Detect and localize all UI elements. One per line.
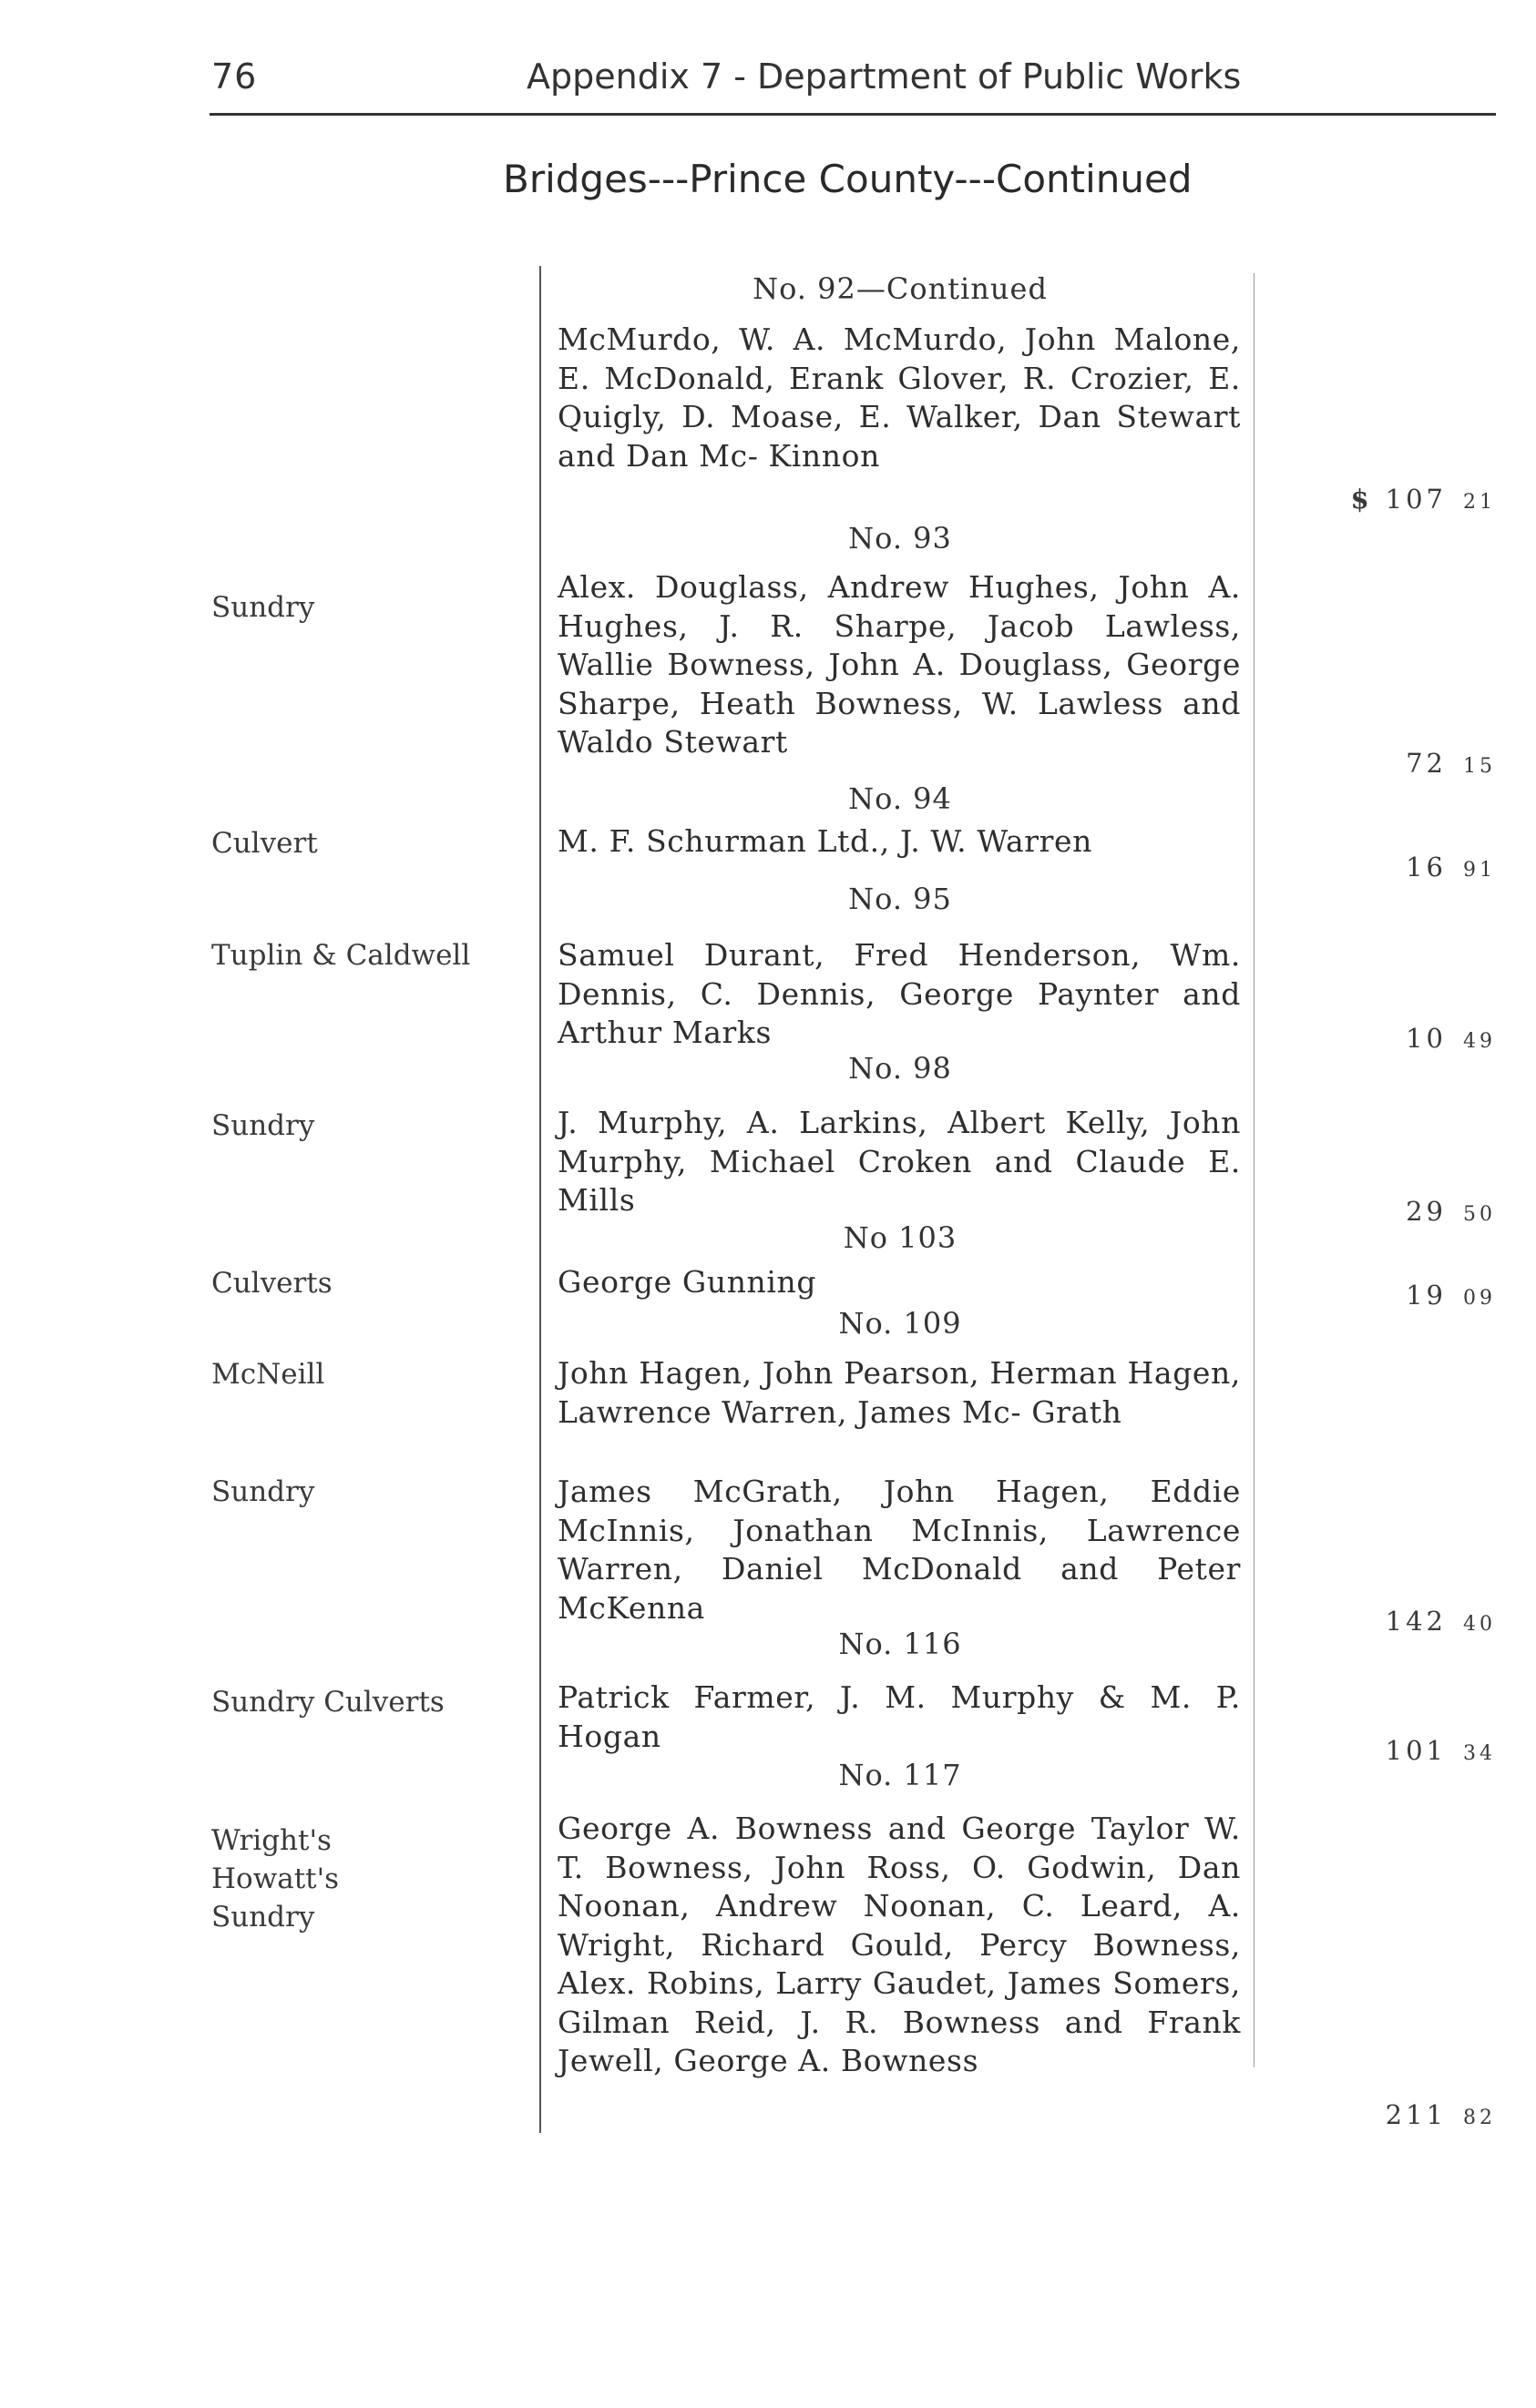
entry-amount [1275,745,1496,785]
dollar-sign: $ [1350,484,1369,515]
amount-cents: 15 [1463,755,1496,778]
entry-names: J. Murphy, A. Larkins, Albert Kelly, John Murphy, Michael Croken and Claude E. Mills [558,1105,1241,1218]
entry-number: No. 98 [848,1051,952,1086]
amount-dollars: 101 [1385,1735,1447,1766]
entry-names: James McGrath, John Hagen, Eddie McInnis, Jonathan McInnis, Lawrence Warren, Daniel McDonald and Peter McKenna [558,1474,1241,1626]
entry-label-line: Sundry [211,1901,315,1934]
entry-amount [1275,1020,1496,1060]
entry-amount [1275,2097,1496,2137]
entry-names: M. F. Schurman Ltd., J. W. Warren [558,823,1092,859]
column-rule-left [539,266,541,2133]
entry-label: Culvert [211,827,318,860]
entry-amount [1275,1193,1496,1233]
amount-dollars: 72 [1406,748,1447,779]
entry-label: Sundry Culverts [211,1686,445,1719]
entry-names: George Gunning [558,1264,817,1300]
amount-cents: 49 [1463,1030,1496,1053]
entry-number: No. 92—Continued [753,271,1048,306]
amount-dollars: 16 [1406,852,1447,883]
entry-number: No. 116 [838,1627,962,1661]
amount-cents: 09 [1463,1287,1496,1310]
entry-names: Patrick Farmer, J. M. Murphy & M. P. Hogan [558,1679,1241,1754]
entry-label: Tuplin & Caldwell [211,939,471,972]
entry-label: McNeill [211,1358,325,1391]
entry-names: McMurdo, W. A. McMurdo, John Malone, E. McDonald, Erank Glover, R. Crozier, E. Quigly, D. Moase, E. Walker, Dan Stewart and Dan Mc- Kinnon [558,321,1241,474]
entry-label: Sundry [211,1475,315,1508]
page-number: 76 [211,56,258,97]
entry-number: No 103 [843,1220,957,1255]
entry-label: Culverts [211,1267,333,1300]
entry-number: No. 109 [838,1306,962,1341]
entry-number: No. 94 [848,781,952,816]
entry-number: No. 117 [838,1758,962,1792]
entry-names: George A. Bowness and George Taylor W. T. Bowness, John Ross, O. Godwin, Dan Noonan, Andrew Noonan, C. Leard, A. Wright, Richard Gould, Percy Bowness, Alex. Robins, Larry Gaudet, James Somers, Gilman Reid, J. R. Bowness and Frank Jewell, George A. Bowness [558,1811,1241,2078]
amount-cents: 50 [1463,1203,1496,1226]
entry-names: John Hagen, John Pearson, Herman Hagen, Lawrence Warren, James Mc- Grath [558,1355,1241,1430]
entry-label-line: Howatt's [211,1862,340,1895]
amount-cents: 34 [1463,1742,1496,1765]
entry-label: Sundry [211,591,315,624]
amount-cents: 91 [1463,859,1496,882]
entry-number: No. 93 [848,521,952,556]
entry-number: No. 95 [848,882,952,916]
entry-amount [1275,1277,1496,1317]
running-head: Appendix 7 - Department of Public Works [527,56,1242,97]
amount-dollars: 211 [1385,2099,1447,2130]
amount-dollars: 10 [1406,1023,1447,1054]
amount-dollars: 142 [1385,1606,1447,1637]
entry-label-line: Wright's [211,1824,332,1857]
amount-cents: 21 [1463,491,1496,514]
entry-label: Sundry [211,1109,315,1142]
amount-dollars: 107 [1385,484,1447,515]
amount-dollars: 19 [1406,1280,1447,1311]
amount-cents: 40 [1463,1613,1496,1636]
amount-cents: 82 [1463,2107,1496,2129]
entry-names: Samuel Durant, Fred Henderson, Wm. Dennis, C. Dennis, George Paynter and Arthur Marks [558,937,1241,1050]
header-rule [210,113,1496,116]
entry-amount [1275,1732,1496,1772]
entry-amount [1275,481,1496,521]
entry-names: Alex. Douglass, Andrew Hughes, John A. Hughes, J. R. Sharpe, Jacob Lawless, Wallie Bowness, John A. Douglass, George Sharpe, Heath Bowness, W. Lawless and Waldo Stewart [558,569,1241,760]
entry-amount [1275,1603,1496,1643]
section-title: Bridges---Prince County---Continued [503,157,1193,201]
amount-dollars: 29 [1406,1196,1447,1227]
entry-amount [1275,849,1496,889]
